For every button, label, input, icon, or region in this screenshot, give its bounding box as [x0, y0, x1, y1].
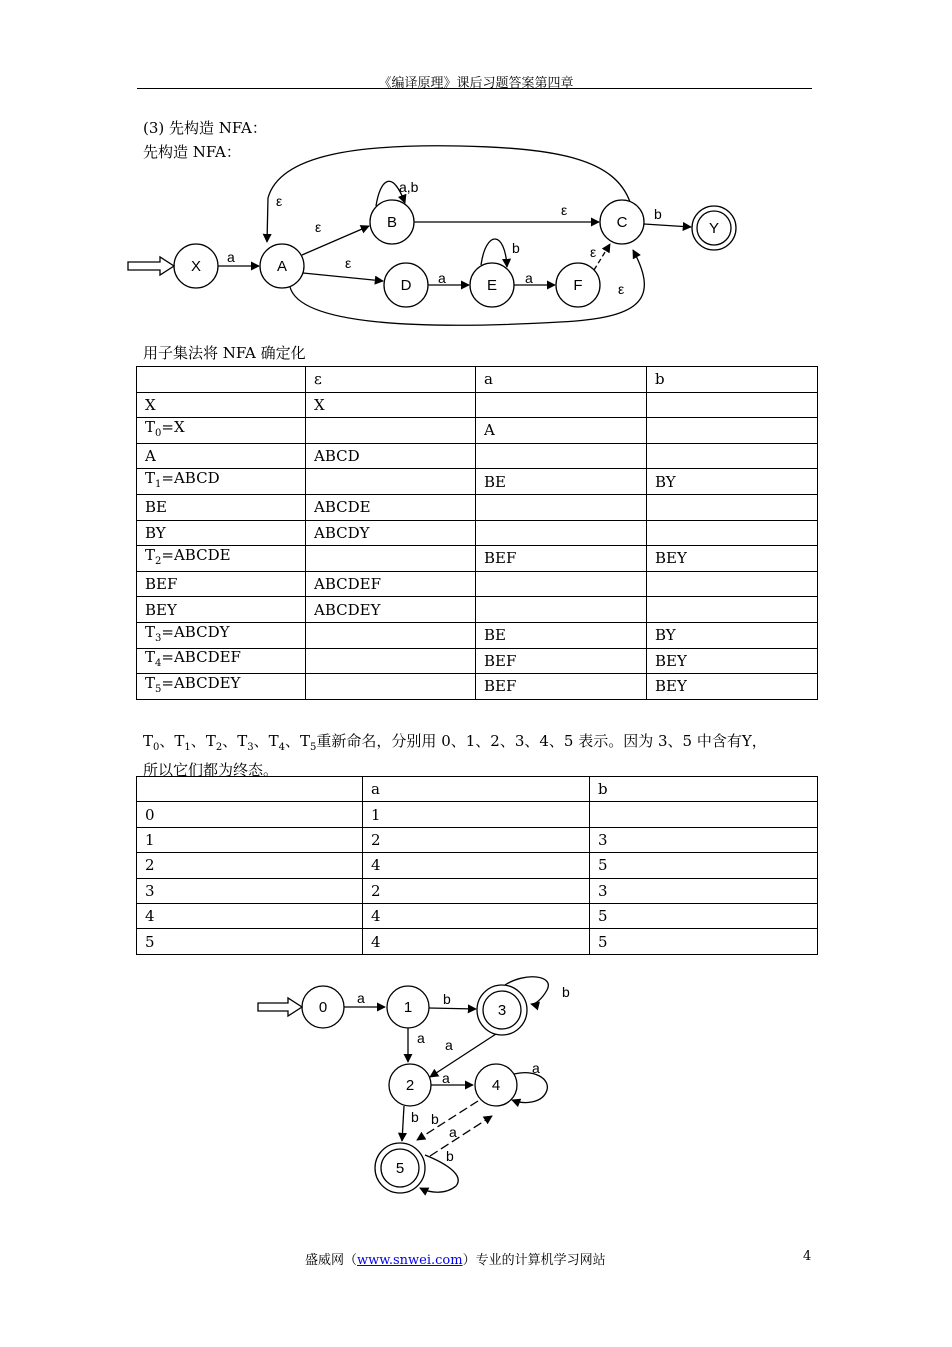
separator: 、 [190, 732, 206, 750]
table-header-cell: a [476, 367, 647, 393]
table-cell: 3 [590, 827, 818, 852]
state-name: BEF [145, 575, 178, 594]
state-name: T [143, 732, 154, 750]
table-cell: 4 [363, 903, 590, 928]
state-name: T [145, 469, 156, 488]
transition-cell-a: A [476, 418, 647, 444]
nfa-state-label: E [486, 277, 498, 294]
table-cell: 3 [590, 878, 818, 903]
nfa-label-b-c: ε [561, 202, 568, 218]
nfa-label-a-c-bottom: ε [618, 281, 625, 297]
state-set: =X [161, 417, 185, 436]
table-cell: 1 [137, 827, 363, 852]
state-name: T [145, 622, 156, 641]
state-subscript: 3 [247, 742, 254, 753]
nfa-state-label: F [573, 277, 583, 294]
transition-cell-b: BY [647, 469, 818, 495]
table-cell: 2 [137, 853, 363, 878]
table-cell: 2 [363, 878, 590, 903]
footer-text [305, 1249, 606, 1268]
dfa-edge-3-2 [430, 1034, 496, 1077]
state-subscript: 5 [310, 742, 317, 753]
transition-cell-b: BEY [647, 546, 818, 572]
dfa-edge-3-loop [505, 977, 548, 1004]
state-subscript: 0 [155, 427, 162, 439]
state-name: BY [145, 523, 166, 542]
dfa-label-5-4-b: b [446, 1148, 454, 1164]
state-subscript: 4 [278, 742, 286, 753]
dfa-label-0-1: a [357, 990, 365, 1006]
table-cell: 4 [363, 929, 590, 954]
state-name: T [174, 732, 185, 750]
nfa-state-label: X [190, 258, 202, 275]
separator: 、 [222, 732, 238, 750]
dfa-state-label: 4 [491, 1077, 501, 1094]
dfa-label-3-loop: b [562, 984, 570, 1000]
rename-paragraph-line2: 所以它们都为终态。 [143, 761, 279, 779]
page-number: 4 [803, 1249, 812, 1264]
nfa-state-label: Y [708, 220, 720, 237]
footer-link[interactable]: www.snwei.com [357, 1253, 463, 1268]
state-subscript: 0 [153, 742, 160, 753]
table-cell: 5 [590, 929, 818, 954]
dfa-start-arrow [258, 998, 302, 1016]
table-header-cell: b [647, 367, 818, 393]
dfa-edge-4-5 [417, 1101, 478, 1140]
nfa-state-label: C [616, 214, 628, 231]
state-subscript: 3 [155, 632, 162, 644]
page-header-title: 《编译原理》课后习题答案第四章 [378, 76, 574, 91]
state-name: T [145, 545, 156, 564]
state-name: X [145, 395, 156, 414]
footer-prefix: 盛威网（ [305, 1253, 358, 1268]
transition-cell-b: BEY [647, 674, 818, 700]
dfa-label-1-2: a [417, 1030, 425, 1046]
state-subscript: 2 [155, 555, 162, 567]
table-cell: 1 [363, 802, 590, 827]
transition-cell-eps: ABCDEY [306, 597, 476, 623]
table-cell: 5 [590, 853, 818, 878]
table-header-cell: b [590, 777, 818, 802]
dfa-state-label: 5 [395, 1160, 405, 1177]
transition-cell-a: BE [476, 622, 647, 648]
state-subscript: 4 [155, 658, 162, 670]
state-name: BEY [145, 600, 177, 619]
state-name: A [145, 447, 156, 466]
state-subscript: 5 [155, 683, 162, 695]
separator: 、 [285, 732, 301, 750]
nfa-label-e-loop: b [512, 240, 520, 256]
state-name: T [300, 732, 311, 750]
transition-cell-eps: ABCDY [306, 520, 476, 546]
table-cell: 4 [363, 853, 590, 878]
dfa-label-2-5: b [411, 1109, 419, 1125]
nfa-label-a-b: ε [315, 219, 322, 235]
dfa-edge-2-5 [402, 1106, 404, 1141]
table-cell: 2 [363, 827, 590, 852]
state-name: T [145, 673, 156, 692]
state-set: =ABCDEF [161, 648, 241, 667]
state-set: =ABCDE [161, 545, 231, 564]
table-cell: 5 [590, 903, 818, 928]
table-header-cell: a [363, 777, 590, 802]
transition-cell-eps: ABCDE [306, 494, 476, 520]
transition-cell-eps: X [306, 392, 476, 418]
section-subheading: 先构造 NFA： [143, 143, 241, 161]
section-heading: (3) 先构造 NFA： [143, 119, 267, 137]
dfa-label-3-2: a [445, 1037, 453, 1053]
nfa-label-x-a: a [227, 249, 235, 265]
state-set: =ABCDY [161, 622, 230, 641]
separator: 、 [253, 732, 269, 750]
table1-caption: 用子集法将 NFA 确定化 [143, 344, 306, 362]
nfa-label-d-e: a [438, 270, 446, 286]
state-name: T [145, 417, 156, 436]
nfa-label-c-y: b [654, 206, 662, 222]
dfa-label-2-4: a [442, 1070, 450, 1086]
nfa-state-label: D [400, 277, 412, 294]
state-set: =ABCDEY [161, 673, 241, 692]
nfa-label-a-d: ε [345, 255, 352, 271]
separator: 、 [159, 732, 175, 750]
dfa-label-5-4-a: a [449, 1124, 457, 1140]
transition-cell-a: BEF [476, 674, 647, 700]
dfa-label-4-5: b [431, 1111, 439, 1127]
table-cell: 0 [137, 802, 363, 827]
state-name: T [237, 732, 248, 750]
transition-cell-b: BEY [647, 648, 818, 674]
transition-cell-eps: ABCD [306, 443, 476, 469]
dfa-label-4-loop: a [532, 1060, 540, 1076]
table-cell: 5 [137, 929, 363, 954]
nfa-label-e-f: a [525, 270, 533, 286]
transition-cell-b: BY [647, 622, 818, 648]
nfa-label-c-a: ε [276, 193, 283, 209]
dfa-edge-5-4 [430, 1116, 492, 1156]
dfa-state-label: 2 [405, 1077, 415, 1094]
transition-cell-a: BEF [476, 648, 647, 674]
state-set: =ABCD [161, 469, 220, 488]
dfa-state-label: 3 [497, 1002, 507, 1019]
paragraph-rest: 重新命名，分别用 0、1、2、3、4、5 表示。因为 3、5 中含有Y， [316, 732, 767, 750]
table-cell: 3 [137, 878, 363, 903]
table-header-cell: ε [306, 367, 476, 393]
dfa-label-1-3: b [443, 991, 451, 1007]
nfa-label-b-loop: a,b [399, 179, 419, 195]
table-cell: 4 [137, 903, 363, 928]
state-name: T [205, 732, 216, 750]
transition-cell-a: BE [476, 469, 647, 495]
state-subscript: 1 [155, 479, 162, 491]
state-name: T [268, 732, 279, 750]
state-subscript: 1 [184, 742, 191, 753]
dfa-edge-1-3 [429, 1008, 476, 1009]
nfa-label-f-c: ε [590, 244, 597, 260]
transition-cell-a: BEF [476, 546, 647, 572]
footer-suffix: ）专业的计算机学习网站 [462, 1253, 606, 1268]
nfa-state-label: A [276, 258, 288, 275]
nfa-state-label: B [386, 214, 398, 231]
state-name: BE [145, 498, 167, 517]
dfa-state-label: 1 [403, 999, 413, 1016]
transition-cell-eps: ABCDEF [306, 571, 476, 597]
state-subscript: 2 [215, 742, 223, 753]
dfa-state-label: 0 [318, 999, 328, 1016]
state-name: T [145, 648, 156, 667]
